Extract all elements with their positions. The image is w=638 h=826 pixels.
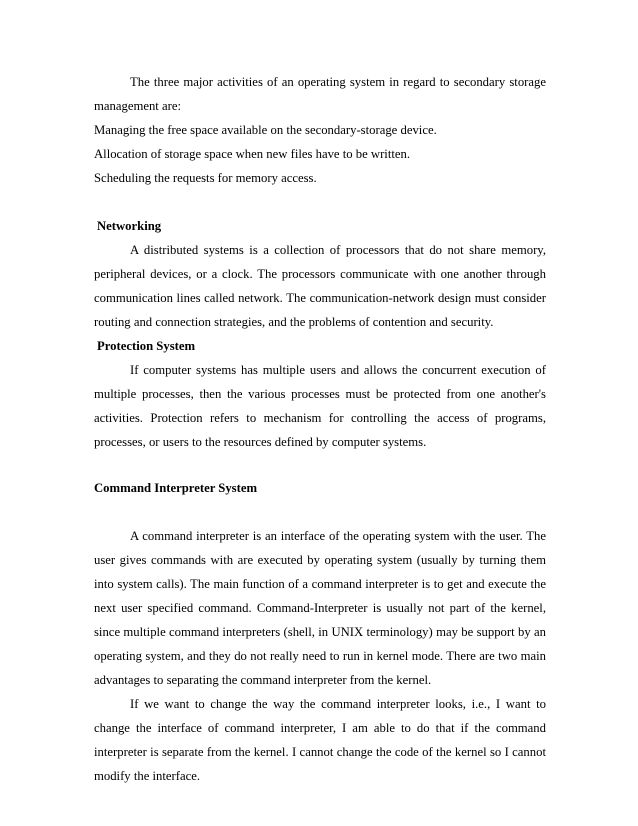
networking-heading: Networking bbox=[97, 219, 162, 233]
storage-item-allocation: Allocation of storage space when new files have to be written. bbox=[94, 147, 411, 161]
page-content bbox=[94, 70, 546, 788]
command-interpreter-paragraph-2: If we want to change the way the command interpreter looks, i.e., I want to change the interface of command interpreter, I am able to do that if the command interpreter is separate from the kernel. I cannot change the code of the kernel so I cannot modify the interface. bbox=[94, 697, 546, 783]
protection-paragraph: If computer systems has multiple users and allows the concurrent execution of multiple processes, then the various processes must be protected from one another's activities. Protection refers to mechanism for controlling the access of programs, processes, or users to the resources defined by computer systems. bbox=[94, 363, 546, 449]
protection-heading: Protection System bbox=[97, 339, 196, 353]
command-interpreter-paragraph-1: A command interpreter is an interface of the operating system with the user. The user gives commands with are executed by operating system (usually by turning them into system calls). The main function of a command interpreter is to get and execute the next user specified command. Command-Interpreter is usually not part of the kernel, since multiple command interpreters (shell, in UNIX terminology) may be support by an operating system, and they do not really need to run in kernel mode. There are two main advantages to separating the command interpreter from the kernel. bbox=[94, 529, 546, 687]
command-interpreter-heading: Command Interpreter System bbox=[94, 481, 258, 495]
storage-item-free-space: Managing the free space available on the secondary-storage device. bbox=[94, 123, 437, 137]
storage-intro: The three major activities of an operating system in regard to secondary storage management are: bbox=[94, 75, 546, 113]
networking-paragraph: A distributed systems is a collection of processors that do not share memory, peripheral devices, or a clock. The processors communicate with one another through communication lines called network. The communication-network design must consider routing and connection strategies, and the problems of contention and security. bbox=[94, 243, 546, 329]
storage-item-scheduling: Scheduling the requests for memory access. bbox=[94, 171, 317, 185]
